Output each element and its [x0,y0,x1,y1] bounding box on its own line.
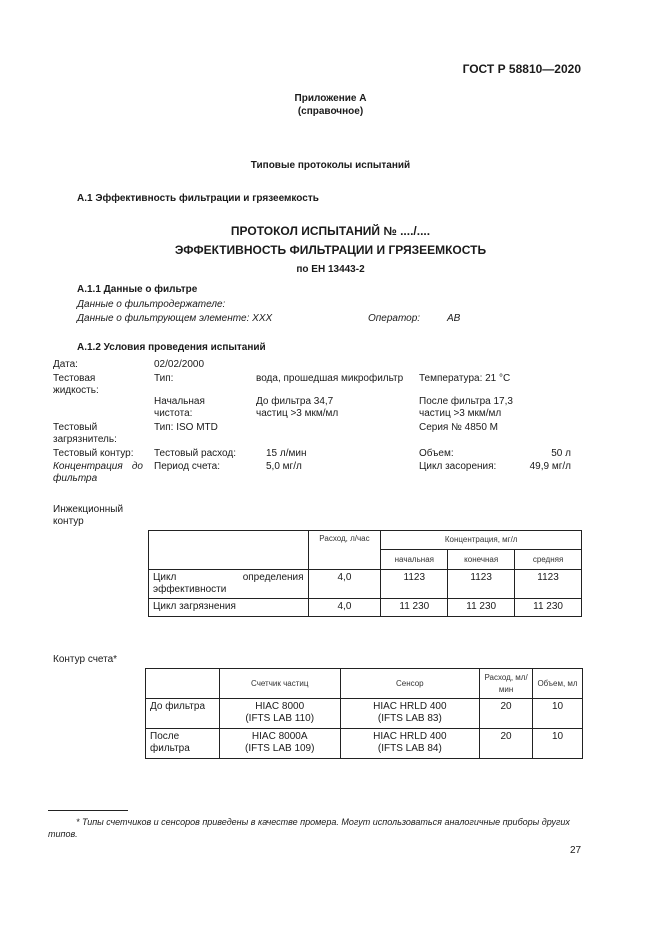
row-counter: HIAC 8000A (IFTS LAB 109) [219,729,340,759]
contaminant-label: Тестовый загрязнитель: [53,422,117,445]
table-row [146,729,583,759]
row-counter: HIAC 8000 (IFTS LAB 110) [219,699,340,729]
volume-value: 50 л [551,448,571,459]
count-table [145,668,583,759]
injection-header-final: конечная [448,550,515,570]
appendix-subtitle: (справочное) [297,106,364,117]
row-name: Цикл определения эффективности [149,570,309,599]
row-final: 1123 [448,570,515,599]
row-name: До фильтра [146,699,220,729]
fluid-label: Тестовая жидкость: [53,373,99,396]
row-initial: 11 230 [381,599,448,617]
protocol-subtitle: ЭФФЕКТИВНОСТЬ ФИЛЬТРАЦИИ И ГРЯЗЕЕМКОСТЬ [174,243,487,257]
footnote: * Типы счетчиков и сенсоров приведены в качестве промера. Могут использоваться аналогичные приборы других типов. [48,817,570,839]
operator-label: Оператор: [368,313,421,324]
injection-header-flow: Расход, л/час [308,531,381,570]
injection-header-initial: начальная [381,550,448,570]
count-header-flow: Расход, мл/мин [480,669,533,699]
row-flow: 4,0 [308,570,381,599]
fluid-type-value: вода, прошедшая микрофильтр [256,373,404,384]
series-number: Серия № 4850 М [419,422,498,433]
table-row [146,699,583,729]
fluid-type-label: Тип: [154,373,174,384]
injection-header-concentration: Концентрация, мг/л [381,531,582,550]
count-circuit-label: Контур счета* [53,654,118,665]
subsection-title: А.1 Эффективность фильтрации и грязеемкость [77,193,319,204]
protocol-standard: по ЕН 13443-2 [296,264,365,275]
standard-number: ГОСТ Р 58810—2020 [462,62,581,76]
row-average: 1123 [515,570,582,599]
volume-label: Объем: [419,448,454,459]
table-row [149,570,582,599]
before-particles: частиц >3 мкм/мл [256,408,339,419]
count-header-volume: Объем, мл [533,669,583,699]
operator-value: АВ [447,313,461,324]
conditions-heading: А.1.2 Условия проведения испытаний [77,342,266,353]
contaminant-type: Тип: ISO MTD [154,422,218,433]
after-particles: частиц >3 мкм/мл [419,408,502,419]
count-header-empty [146,669,220,699]
test-flow-value: 15 л/мин [266,448,307,459]
row-name: После фильтра [146,729,220,759]
clog-cycle-value: 49,9 мг/л [529,461,571,472]
test-circuit-label: Тестовый контур: [53,448,134,459]
page-number: 27 [570,845,582,856]
row-volume: 10 [533,729,583,759]
filter-holder-label: Данные о фильтродержателе: [77,299,226,310]
before-filter: До фильтра 34,7 [256,396,334,407]
concentration-label: Концентрация до фильтра [53,461,143,484]
filter-data-heading: А.1.1 Данные о фильтре [77,284,198,295]
after-filter: После фильтра 17,3 [419,396,513,407]
test-flow-label: Тестовый расход: [154,448,236,459]
injection-table [148,530,582,617]
injection-header-average: средняя [515,550,582,570]
count-header-sensor: Сенсор [340,669,480,699]
date-label: Дата: [53,359,78,370]
filter-element-label: Данные о фильтрующем элементе: XXX [77,313,273,324]
row-sensor: HIAC HRLD 400 (IFTS LAB 83) [340,699,480,729]
injection-header-empty [149,531,309,570]
row-volume: 10 [533,699,583,729]
row-final: 11 230 [448,599,515,617]
footnote-divider [48,810,128,811]
row-name: Цикл загрязнения [149,599,309,617]
row-flow: 4,0 [308,599,381,617]
count-header-counter: Счетчик частиц [219,669,340,699]
row-flow: 20 [480,729,533,759]
date-value: 02/02/2000 [154,359,205,370]
table-row [149,599,582,617]
appendix-title: Приложение А [294,93,367,104]
clog-cycle-label: Цикл засорения: [419,461,497,472]
row-flow: 20 [480,699,533,729]
temperature: Температура: 21 °С [419,373,511,384]
count-period-label: Период счета: [154,461,220,472]
initial-cleanliness-label: Начальная чистота: [154,396,205,419]
count-period-value: 5,0 мг/л [266,461,302,472]
row-sensor: HIAC HRLD 400 (IFTS LAB 84) [340,729,480,759]
protocol-title: ПРОТОКОЛ ИСПЫТАНИЙ № ..../.... [230,224,431,238]
row-initial: 1123 [381,570,448,599]
injection-circuit-label: Инжекционный контур [53,504,124,527]
row-average: 11 230 [515,599,582,617]
section-title: Типовые протоколы испытаний [250,160,411,171]
